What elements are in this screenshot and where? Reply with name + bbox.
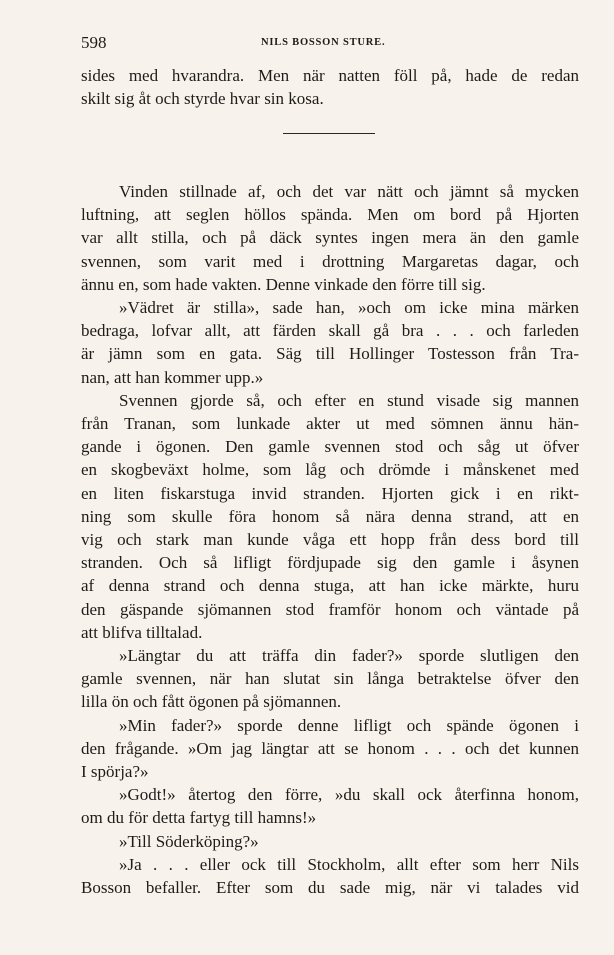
text-line: »Längtar du att träffa din fader?» sporde slutligen den	[119, 646, 579, 666]
text-line: af denna strand och denna stuga, att han icke märkte, huru	[81, 576, 579, 596]
text-line: att blifva tilltalad.	[81, 622, 203, 642]
text-line: I spörja?»	[81, 762, 149, 782]
body-text	[81, 180, 579, 899]
text-line: lilla ön och fått ögonen på sjömannen.	[81, 692, 342, 712]
page-number: 598	[81, 33, 107, 52]
text-line: svennen, som varit med i drottning Margaretas dagar, och	[81, 251, 579, 271]
text-line: »Vädret är stilla», sade han, »och om icke mina märken	[119, 298, 579, 318]
text-line: en liten fiskarstuga invid stranden. Hjorten gick i en rikt-	[81, 483, 579, 503]
text-line: nan, att han kommer upp.»	[81, 367, 264, 387]
text-line: Svennen gjorde så, och efter en stund visade sig mannen	[119, 390, 579, 410]
text-line: en skogbeväxt holme, som låg och drömde i månskenet med	[81, 460, 579, 480]
text-line: skilt sig åt och styrde hvar sin kosa.	[81, 89, 324, 109]
text-line: Vinden stillnade af, och det var nätt och jämnt så mycken	[119, 182, 579, 201]
text-line: om du för detta fartyg till hamns!»	[81, 808, 317, 828]
text-line: »Godt!» återtog den förre, »du skall ock återfinna honom,	[119, 785, 579, 805]
text-line: ning som skulle föra honom så nära denna strand, att en	[81, 506, 579, 526]
text-line: ännu en, som hade vakten. Denne vinkade den förre till sig.	[81, 274, 486, 294]
text-line: den frågande. »Om jag längtar att se honom . . . och det kunnen	[81, 738, 579, 758]
text-line: är jämn som en gata. Säg till Hollinger Tostesson från Tra-	[81, 344, 579, 364]
text-line: »Ja . . . eller ock till Stockholm, allt efter som herr Nils	[119, 854, 579, 874]
text-line: Bosson befaller. Efter som du sade mig, när vi talades vid	[81, 878, 579, 898]
text-line: luftning, att seglen höllos spända. Men om bord på Hjorten	[81, 205, 579, 225]
text-line: från Tranan, som lunkade akter ut med sömnen ännu hän-	[81, 414, 579, 434]
text-line: »Min fader?» sporde denne lifligt och spände ögonen i	[119, 715, 579, 735]
opening-text	[81, 64, 579, 110]
text-line: var allt stilla, och på däck syntes ingen mera än den gamle	[81, 228, 579, 248]
text-line: bedraga, lofvar allt, att färden skall gå bra . . . och farleden	[81, 321, 579, 341]
text-line: »Till Söderköping?»	[119, 831, 259, 851]
section-divider	[283, 133, 375, 134]
running-title: NILS BOSSON STURE.	[261, 37, 386, 48]
text-line: stranden. Och så lifligt fördjupade sig den gamle i åsynen	[81, 553, 579, 573]
text-line: vig och stark man kunde våga ett hopp från dess bord till	[81, 530, 579, 550]
text-line: den gäspande sjömannen stod framför honom och väntade på	[81, 599, 579, 619]
page-header	[81, 33, 581, 55]
text-line: sides med hvarandra. Men när natten föll på, hade de redan	[81, 66, 579, 85]
text-line: gande i ögonen. Den gamle svennen stod och såg ut öfver	[81, 437, 579, 457]
text-line: gamle svennen, när han slutat sin långa betraktelse öfver den	[81, 669, 579, 689]
